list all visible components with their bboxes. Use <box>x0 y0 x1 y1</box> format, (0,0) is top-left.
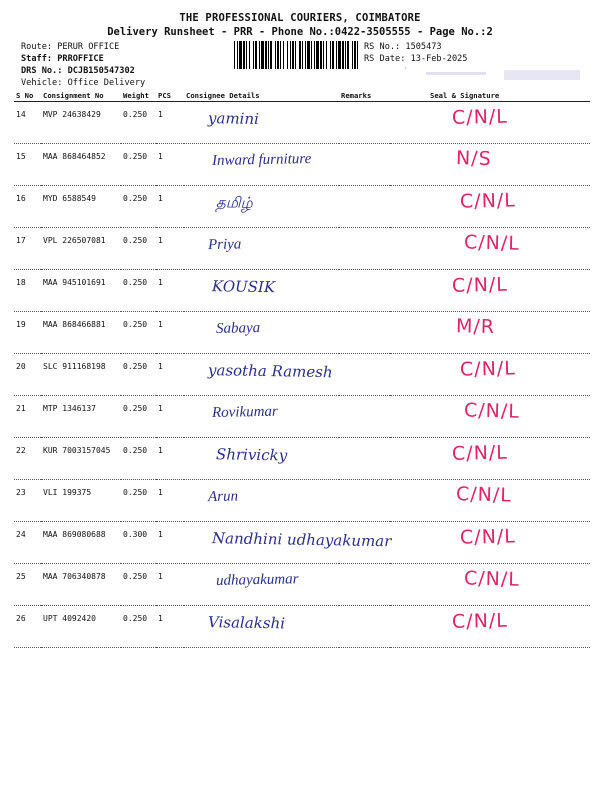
cell-sno: 16 <box>14 186 41 228</box>
faint-stamp <box>404 66 584 86</box>
company-title: THE PROFESSIONAL COURIERS, COIMBATORE <box>179 12 421 24</box>
cell-consignee <box>184 480 339 522</box>
cell-remarks <box>339 102 390 144</box>
table-row <box>14 438 590 480</box>
cell-remarks <box>339 144 390 186</box>
consignee-handwriting: Nandhini udhayakumar <box>211 529 392 551</box>
col-remarks: Remarks <box>339 89 390 102</box>
seal-handwriting: C/N/L <box>451 441 509 465</box>
cell-seal-signature <box>390 186 590 228</box>
cell-weight: 0.250 <box>121 270 156 312</box>
consignee-handwriting: Shrivicky <box>215 445 288 465</box>
cell-consignment-no: SLC 911168198 <box>41 354 121 396</box>
cell-remarks <box>339 312 390 354</box>
cell-sno: 19 <box>14 312 41 354</box>
cell-consignee <box>184 270 339 312</box>
seal-handwriting: C/N/L <box>451 105 509 129</box>
cell-weight: 0.250 <box>121 480 156 522</box>
cell-consignment-no: VLI 199375 <box>41 480 121 522</box>
vehicle-label: Vehicle: Office Delivery <box>21 78 146 88</box>
cell-remarks <box>339 396 390 438</box>
cell-pcs: 1 <box>156 438 184 480</box>
consignee-handwriting: Visalakshi <box>207 613 286 633</box>
cell-sno: 25 <box>14 564 41 606</box>
cell-weight: 0.250 <box>121 102 156 144</box>
consignee-handwriting: Priya <box>207 236 242 254</box>
cell-sno: 17 <box>14 228 41 270</box>
cell-seal-signature <box>390 102 590 144</box>
cell-seal-signature <box>390 564 590 606</box>
cell-pcs: 1 <box>156 480 184 522</box>
seal-handwriting: C/N/L <box>459 525 517 549</box>
cell-pcs: 1 <box>156 564 184 606</box>
cell-sno: 26 <box>14 606 41 648</box>
cell-consignee <box>184 228 339 270</box>
cell-seal-signature <box>390 438 590 480</box>
consignee-handwriting: yamini <box>207 109 260 128</box>
cell-remarks <box>339 270 390 312</box>
cell-consignment-no: KUR 7003157045 <box>41 438 121 480</box>
cell-pcs: 1 <box>156 144 184 186</box>
cell-consignee <box>184 564 339 606</box>
cell-sno: 15 <box>14 144 41 186</box>
consignee-handwriting: udhayakumar <box>215 571 299 589</box>
cell-weight: 0.250 <box>121 312 156 354</box>
cell-weight: 0.250 <box>121 354 156 396</box>
rs-number: RS No.: 1505473 <box>364 42 442 52</box>
seal-handwriting: C/N/L <box>463 567 521 591</box>
cell-sno: 20 <box>14 354 41 396</box>
table-row <box>14 144 590 186</box>
cell-consignee <box>184 144 339 186</box>
consignee-handwriting: Rovikumar <box>211 403 278 422</box>
barcode-image <box>234 41 358 69</box>
staff-label: Staff: PRROFFICE <box>21 54 104 64</box>
runsheet-table <box>14 89 590 648</box>
cell-seal-signature <box>390 144 590 186</box>
col-consignee: Consignee Details <box>184 89 339 102</box>
table-row <box>14 102 590 144</box>
cell-pcs: 1 <box>156 312 184 354</box>
rs-date: RS Date: 13-Feb-2025 <box>364 54 468 64</box>
seal-handwriting: C/N/L <box>455 483 513 507</box>
cell-weight: 0.250 <box>121 564 156 606</box>
cell-weight: 0.250 <box>121 396 156 438</box>
cell-pcs: 1 <box>156 228 184 270</box>
consignee-handwriting: Inward furniture <box>211 150 312 170</box>
cell-seal-signature <box>390 354 590 396</box>
cell-remarks <box>339 438 390 480</box>
col-consignment: Consignment No <box>41 89 121 102</box>
cell-consignment-no: UPT 4092420 <box>41 606 121 648</box>
cell-consignee <box>184 522 392 564</box>
cell-pcs: 1 <box>156 270 184 312</box>
consignee-handwriting: Sabaya <box>215 320 261 337</box>
table-row <box>14 480 590 522</box>
cell-consignee <box>184 102 339 144</box>
cell-consignee <box>184 606 339 648</box>
cell-pcs: 1 <box>156 354 184 396</box>
cell-seal-signature <box>390 522 590 564</box>
col-seal: Seal & Signature <box>390 89 590 102</box>
cell-consignment-no: MAA 868466881 <box>41 312 121 354</box>
cell-sno: 18 <box>14 270 41 312</box>
route-label: Route: PERUR OFFICE <box>21 42 120 52</box>
consignee-handwriting: தமிழ் <box>215 193 253 212</box>
table-row <box>14 606 590 648</box>
cell-seal-signature <box>390 396 590 438</box>
cell-pcs: 1 <box>156 606 184 648</box>
cell-consignee <box>184 438 339 480</box>
table-row <box>14 312 590 354</box>
table-row <box>14 396 590 438</box>
cell-pcs: 1 <box>156 396 184 438</box>
seal-handwriting: C/N/L <box>451 609 509 633</box>
cell-weight: 0.250 <box>121 186 156 228</box>
svg-text:': ' <box>404 66 408 77</box>
cell-seal-signature <box>390 480 590 522</box>
cell-sno: 23 <box>14 480 41 522</box>
cell-consignment-no: MAA 869080688 <box>41 522 121 564</box>
col-sno: S No <box>14 89 41 102</box>
consignee-handwriting: KOUSIK <box>211 277 276 297</box>
cell-seal-signature <box>390 312 590 354</box>
cell-consignment-no: MAA 706340878 <box>41 564 121 606</box>
cell-pcs: 1 <box>156 522 184 564</box>
seal-handwriting: C/N/L <box>459 357 517 381</box>
cell-remarks <box>339 228 390 270</box>
cell-consignment-no: MAA 868464852 <box>41 144 121 186</box>
table-row <box>14 186 590 228</box>
cell-consignee <box>184 312 339 354</box>
cell-sno: 21 <box>14 396 41 438</box>
seal-handwriting: C/N/L <box>463 231 521 255</box>
col-weight: Weight <box>121 89 156 102</box>
cell-consignment-no: MVP 24638429 <box>41 102 121 144</box>
runsheet-subtitle: Delivery Runsheet - PRR - Phone No.:0422-3505555 - Page No.:2 <box>107 26 493 38</box>
consignee-handwriting: yasotha Ramesh <box>207 361 333 382</box>
cell-seal-signature <box>390 270 590 312</box>
cell-seal-signature <box>390 606 590 648</box>
cell-consignment-no: MTP 1346137 <box>41 396 121 438</box>
cell-remarks <box>339 564 390 606</box>
table-header-row <box>14 89 590 102</box>
col-pcs: PCS <box>156 89 184 102</box>
cell-consignee <box>184 354 339 396</box>
seal-handwriting: N/S <box>455 147 492 171</box>
cell-consignment-no: VPL 226507081 <box>41 228 121 270</box>
cell-remarks <box>339 606 390 648</box>
drs-number: DRS No.: DCJB150547302 <box>21 66 135 76</box>
table-row <box>14 270 590 312</box>
cell-remarks <box>339 186 390 228</box>
cell-seal-signature <box>390 228 590 270</box>
cell-consignment-no: MYD 6588549 <box>41 186 121 228</box>
cell-sno: 22 <box>14 438 41 480</box>
seal-handwriting: C/N/L <box>459 189 517 213</box>
seal-handwriting: M/R <box>455 315 496 339</box>
cell-consignee <box>184 396 339 438</box>
cell-consignment-no: MAA 945101691 <box>41 270 121 312</box>
table-row <box>14 228 590 270</box>
cell-pcs: 1 <box>156 186 184 228</box>
cell-sno: 24 <box>14 522 41 564</box>
cell-consignee <box>184 186 339 228</box>
seal-handwriting: C/N/L <box>463 399 521 423</box>
cell-weight: 0.250 <box>121 228 156 270</box>
cell-remarks <box>339 480 390 522</box>
cell-weight: 0.300 <box>121 522 156 564</box>
cell-pcs: 1 <box>156 102 184 144</box>
cell-weight: 0.250 <box>121 438 156 480</box>
cell-remarks <box>339 354 390 396</box>
consignee-handwriting: Arun <box>207 488 239 506</box>
seal-handwriting: C/N/L <box>451 273 509 297</box>
table-row <box>14 522 590 564</box>
cell-weight: 0.250 <box>121 606 156 648</box>
table-row <box>14 564 590 606</box>
table-row <box>14 354 590 396</box>
cell-weight: 0.250 <box>121 144 156 186</box>
cell-sno: 14 <box>14 102 41 144</box>
